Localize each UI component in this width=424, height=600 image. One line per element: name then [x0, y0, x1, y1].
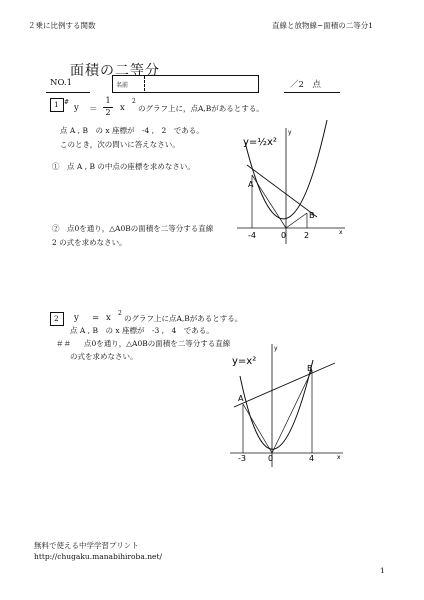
problem2-eq-y: y [74, 313, 79, 323]
problem2-question-line2: の式を求めなさい。 [70, 352, 138, 361]
problem2-graph [228, 340, 348, 468]
graph1-eq-label: y=½x² [243, 137, 277, 148]
problem1-eq-tail: のグラフ上に，点A,Bがあるとする。 [138, 104, 264, 113]
problem2-eq-x: x [106, 313, 111, 323]
name-label: 名前 [116, 82, 129, 89]
problem2-line2: 点 A , B の x 座標が -3 , 4 である。 [70, 326, 214, 335]
header-left: ２乗に比例する関数 [28, 21, 96, 30]
graph1-segment-ob [286, 213, 307, 228]
graph1-tick-origin: 0 [281, 231, 287, 240]
graph2-point-b: B [307, 364, 313, 373]
graph2-segment-oa [243, 404, 272, 453]
problem1-line3: このとき，次の問いに答えなさい。 [60, 140, 180, 149]
problem1-frac-den: 2 [105, 108, 111, 117]
problem1-question2-line2: 2 の式を求めなさい。 [52, 238, 127, 247]
problem2-question-marks: ＃＃ [56, 339, 71, 348]
graph2-x-label: x [337, 454, 341, 461]
graph2-tick-origin: 0 [268, 454, 274, 463]
problem2-eq-tail: のグラフ上に点A,Bがあるとする。 [124, 314, 243, 323]
problem1-question2-line1: ② 点0を通り，△A0Bの面積を二等分する直線 [52, 224, 214, 233]
graph2-eq-label: y=x² [232, 356, 257, 367]
problem1-number: 1 [54, 100, 59, 109]
graph1-point-a: A [248, 180, 254, 189]
score-underline [284, 92, 340, 93]
problem1-line2: 点 A , B の x 座標が -4 , 2 である。 [60, 126, 204, 135]
graph2-tick-pos: 4 [309, 454, 315, 463]
footer-line1: 無料で使える中学学習プリント [34, 541, 139, 550]
problem2-eq-exp: 2 [118, 310, 122, 317]
problem1-eq-y: y [74, 103, 79, 113]
header-right: 直線と放物線~面積の二等分1 [272, 21, 374, 30]
score-label: ／2 点 [290, 80, 321, 90]
page-number: 1 [380, 566, 385, 575]
problem2-question-line1: 点0を通り，△A0Bの面積を二等分する直線 [84, 339, 231, 348]
problem1-stray-mark: # [64, 99, 70, 106]
graph1-tick-neg: -4 [248, 231, 256, 240]
graph2-line-ab [234, 363, 335, 407]
problem1-graph [235, 120, 355, 245]
graph2-parabola [240, 360, 313, 449]
problem1-eq-exp: 2 [132, 98, 136, 105]
graph2-segment-ob [272, 370, 312, 453]
graph1-y-label: y [288, 129, 292, 136]
graph1-tick-pos: 2 [304, 231, 310, 240]
graph1-point-b: B [309, 211, 315, 220]
number-underline [46, 92, 90, 93]
problem1-question1: ① 点 A , B の中点の座標を求めなさい。 [52, 162, 195, 171]
graph1-x-label: x [339, 229, 343, 236]
graph2-point-a: A [238, 394, 244, 403]
problem2-eq-equals: = [92, 313, 100, 323]
sheet-number: NO.1 [50, 78, 73, 88]
name-field[interactable] [112, 75, 259, 93]
footer-url[interactable]: http://chugaku.manabihiroba.net/ [34, 552, 163, 561]
page-title: 面積の二等分 [70, 63, 160, 79]
name-divider [144, 76, 145, 91]
problem1-eq-equals: ＝ [89, 105, 98, 115]
problem2-number: 2 [54, 314, 59, 323]
problem1-eq-x: x [120, 103, 125, 113]
graph2-y-label: y [274, 345, 278, 352]
graph1-segment-oa [252, 175, 286, 228]
graph2-tick-neg: -3 [238, 454, 246, 463]
problem1-frac-num: 1 [105, 96, 111, 105]
